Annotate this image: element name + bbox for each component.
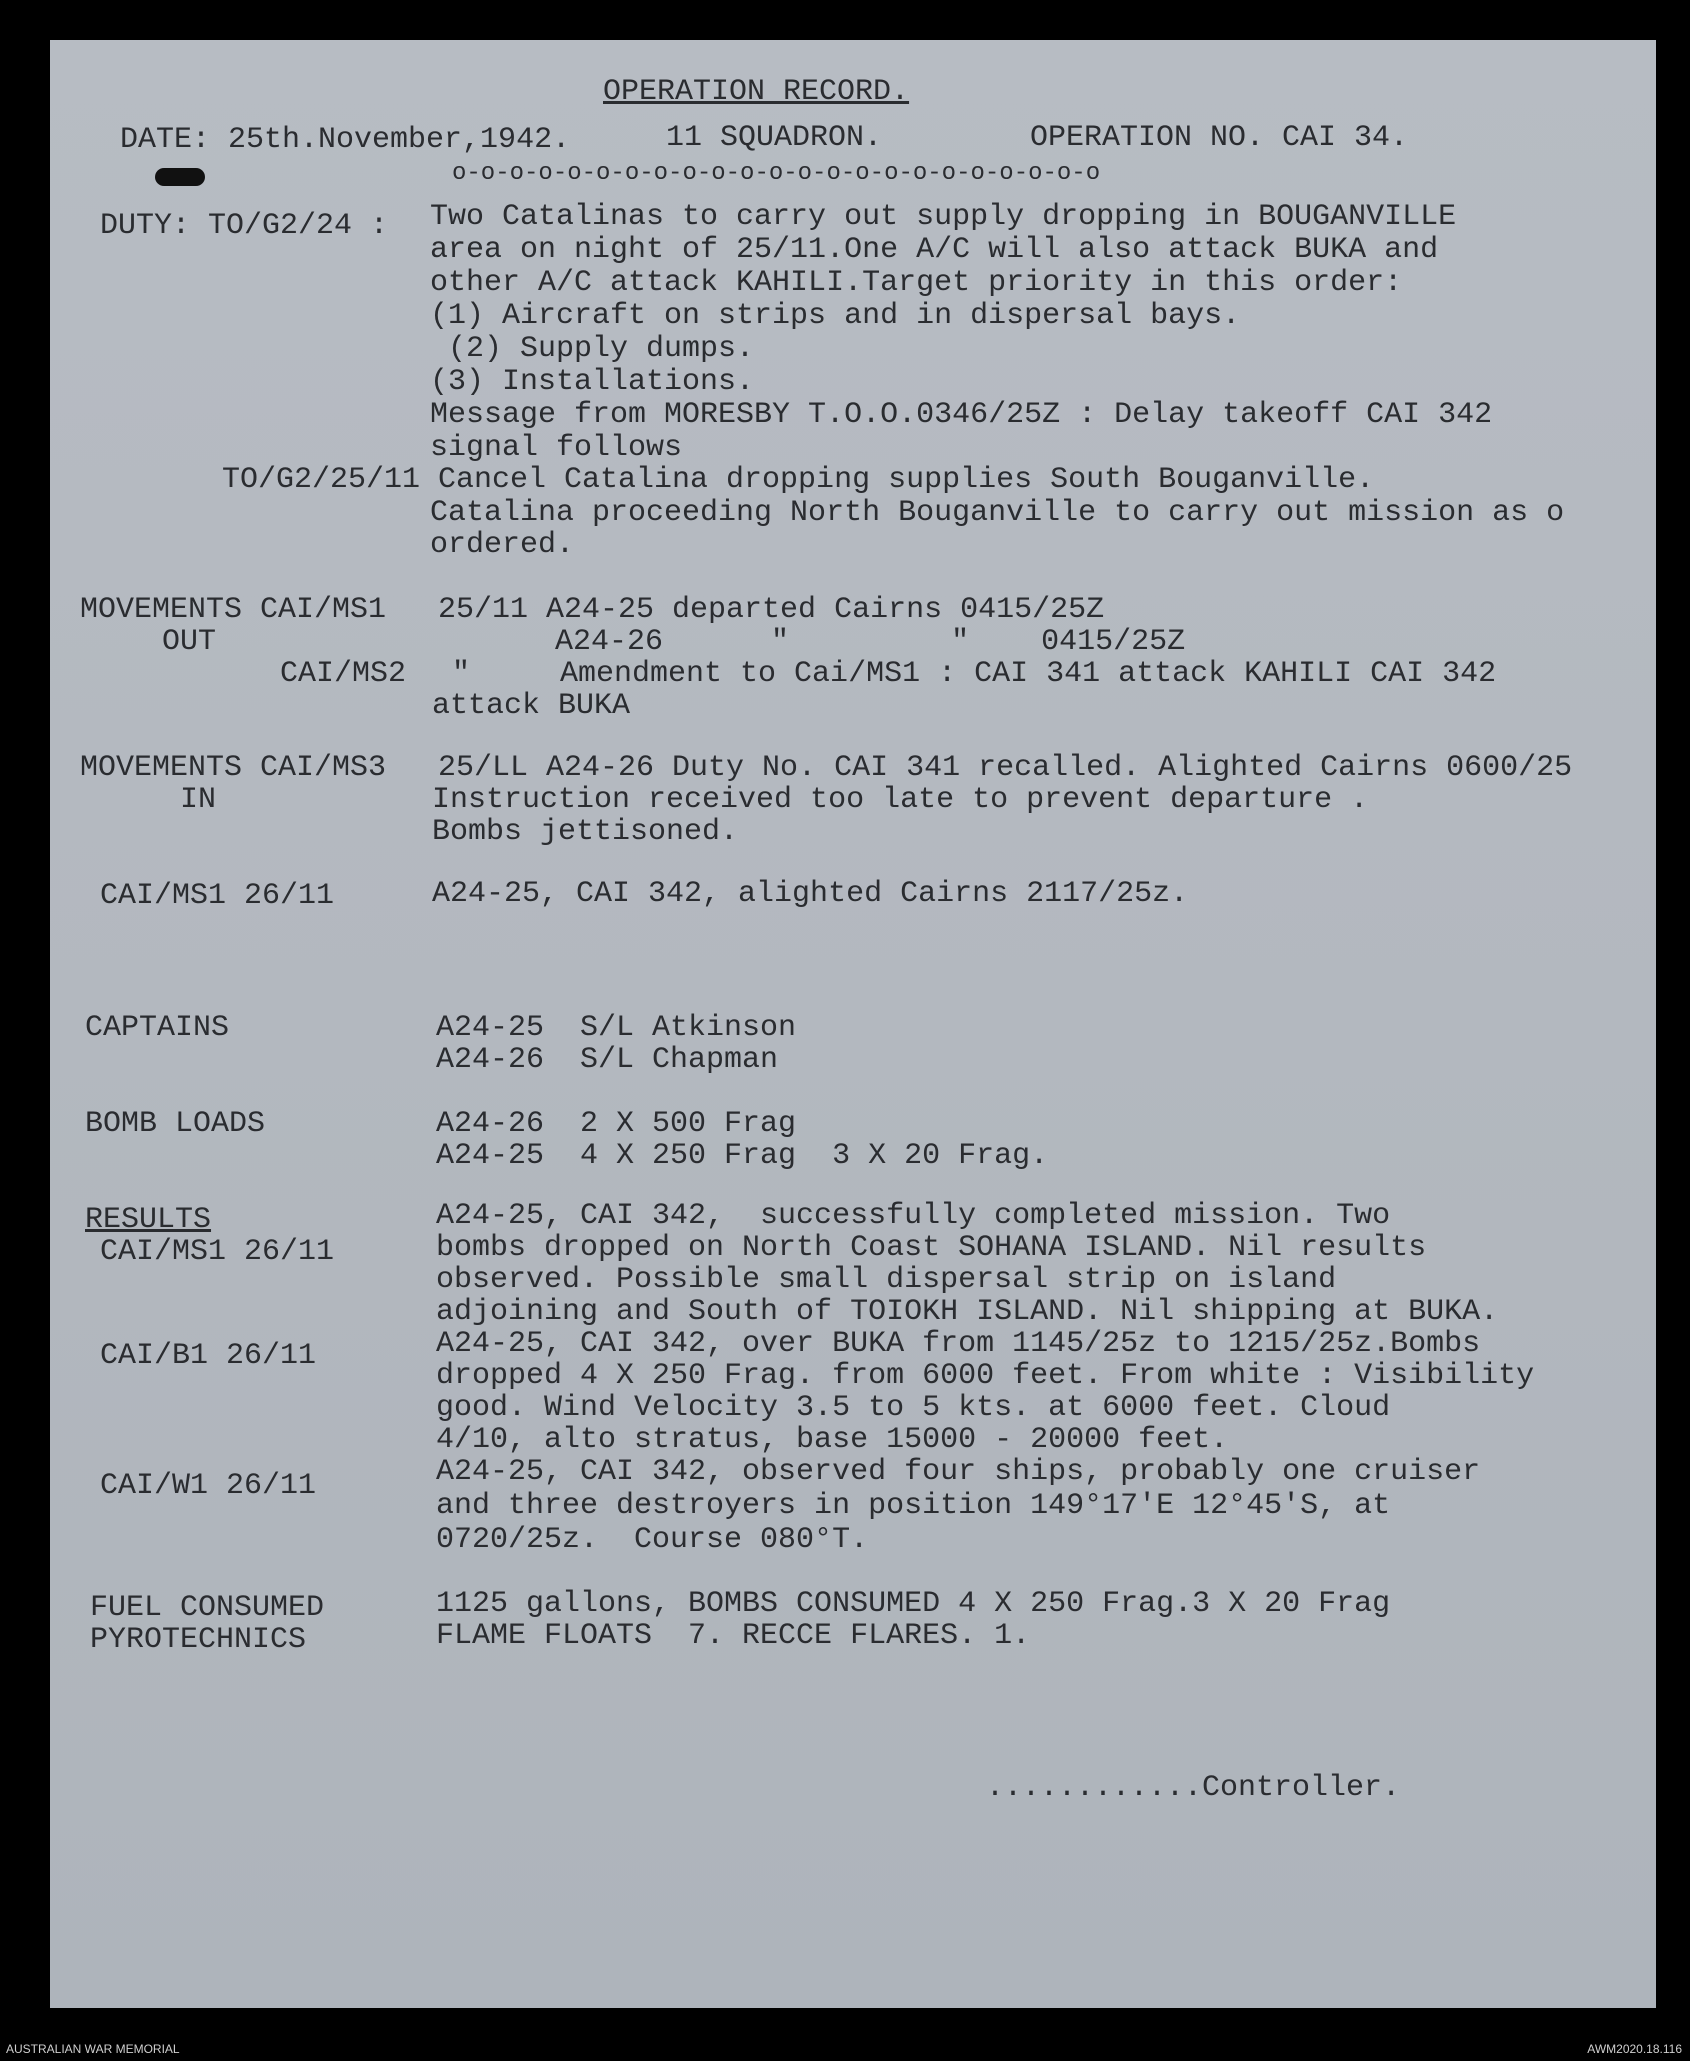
movement-in-line: 25/LL A24-26 Duty No. CAI 341 recalled. Alighted Cairns 0600/25 <box>438 751 1573 785</box>
footer-credit: AUSTRALIAN WAR MEMORIAL <box>6 2042 180 2056</box>
duty-line: Message from MORESBY T.O.O.0346/25Z : Delay takeoff CAI 342 <box>430 398 1493 432</box>
duty-line: (1) Aircraft on strips and in dispersal bays. <box>430 299 1241 333</box>
result-line: adjoining and South of TOIOKH ISLAND. Nil shipping at BUKA. <box>436 1295 1499 1329</box>
movements-in-sublabel: IN <box>180 783 217 817</box>
results-w1-label: CAI/W1 26/11 <box>100 1469 317 1503</box>
movement-in-line: Bombs jettisoned. <box>432 815 739 849</box>
result-line: and three destroyers in position 149°17'E 12°45'S, at <box>436 1489 1391 1523</box>
pyrotechnics-label: PYROTECHNICS <box>90 1623 307 1657</box>
cancel-line: Cancel Catalina dropping supplies South Bouganville. <box>438 463 1375 497</box>
movements-out-label: MOVEMENTS CAI/MS1 <box>80 593 387 627</box>
duty-line: Two Catalinas to carry out supply dropping in BOUGANVILLE <box>430 200 1457 234</box>
bomb-loads-label: BOMB LOADS <box>85 1107 266 1141</box>
cancel-label: TO/G2/25/11 <box>222 463 421 497</box>
squadron-label: 11 SQUADRON. <box>666 121 883 155</box>
ink-smudge <box>155 168 205 186</box>
separator-line: o-o-o-o-o-o-o-o-o-o-o-o-o-o-o-o-o-o-o-o-o-o-o <box>452 160 1101 187</box>
controller-signature-line: ............Controller. <box>986 1771 1401 1805</box>
date-line: DATE: 25th.November,1942. <box>120 123 571 157</box>
duty-label: DUTY: TO/G2/24 : <box>100 209 389 243</box>
result-line: good. Wind Velocity 3.5 to 5 kts. at 6000 feet. Cloud <box>436 1391 1391 1425</box>
movement-line: " Amendment to Cai/MS1 : CAI 341 attack KAHILI CAI 342 <box>452 657 1497 691</box>
captain-line: A24-25 S/L Atkinson <box>436 1011 797 1045</box>
results-ms1-label: CAI/MS1 26/11 <box>100 1235 335 1269</box>
result-line: 4/10, alto stratus, base 15000 - 20000 feet. <box>436 1423 1229 1457</box>
ms1-return-label: CAI/MS1 26/11 <box>100 879 335 913</box>
document-page <box>50 40 1656 2008</box>
duty-line: signal follows <box>430 431 683 465</box>
movement-line: 25/11 A24-25 departed Cairns 0415/25Z <box>438 593 1105 627</box>
movement-in-line: Instruction received too late to prevent departure . <box>432 783 1369 817</box>
result-line: observed. Possible small dispersal strip on island <box>436 1263 1337 1297</box>
bomb-load-line: A24-26 2 X 500 Frag <box>436 1107 797 1141</box>
movement-line: attack BUKA <box>432 689 631 723</box>
result-line: bombs dropped on North Coast SOHANA ISLAND. Nil results <box>436 1231 1427 1265</box>
movements-out-sublabel: OUT <box>162 625 217 659</box>
results-label: RESULTS <box>85 1203 212 1237</box>
cancel-line: ordered. <box>430 528 575 562</box>
result-line: A24-25, CAI 342, successfully completed mission. Two <box>436 1199 1391 1233</box>
duty-line: area on night of 25/11.One A/C will also attack BUKA and <box>430 233 1439 267</box>
fuel-label: FUEL CONSUMED <box>90 1591 325 1625</box>
ms1-return-line: A24-25, CAI 342, alighted Cairns 2117/25z. <box>432 877 1189 911</box>
operation-number: OPERATION NO. CAI 34. <box>1030 121 1409 155</box>
fuel-line: 1125 gallons, BOMBS CONSUMED 4 X 250 Frag.3 X 20 Frag <box>436 1587 1391 1621</box>
cancel-line: Catalina proceeding North Bouganville to carry out mission as o <box>430 496 1565 530</box>
ms2-label: CAI/MS2 <box>280 657 407 691</box>
duty-line: (3) Installations. <box>430 365 755 399</box>
result-line: 0720/25z. Course 080°T. <box>436 1523 869 1557</box>
footer-accession: AWM2020.18.116 <box>1587 2042 1682 2056</box>
movements-in-label: MOVEMENTS CAI/MS3 <box>80 751 387 785</box>
result-line: dropped 4 X 250 Frag. from 6000 feet. From white : Visibility <box>436 1359 1535 1393</box>
result-line: A24-25, CAI 342, observed four ships, probably one cruiser <box>436 1455 1481 1489</box>
document-title: OPERATION RECORD. <box>603 75 910 109</box>
result-line: A24-25, CAI 342, over BUKA from 1145/25z to 1215/25z.Bombs <box>436 1327 1481 1361</box>
movement-line: A24-26 " " 0415/25Z <box>555 625 1186 659</box>
captains-label: CAPTAINS <box>85 1011 230 1045</box>
captain-line: A24-26 S/L Chapman <box>436 1043 779 1077</box>
pyrotechnics-line: FLAME FLOATS 7. RECCE FLARES. 1. <box>436 1619 1031 1653</box>
duty-line: (2) Supply dumps. <box>430 332 755 366</box>
duty-line: other A/C attack KAHILI.Target priority in this order: <box>430 266 1403 300</box>
results-b1-label: CAI/B1 26/11 <box>100 1339 317 1373</box>
bomb-load-line: A24-25 4 X 250 Frag 3 X 20 Frag. <box>436 1139 1049 1173</box>
